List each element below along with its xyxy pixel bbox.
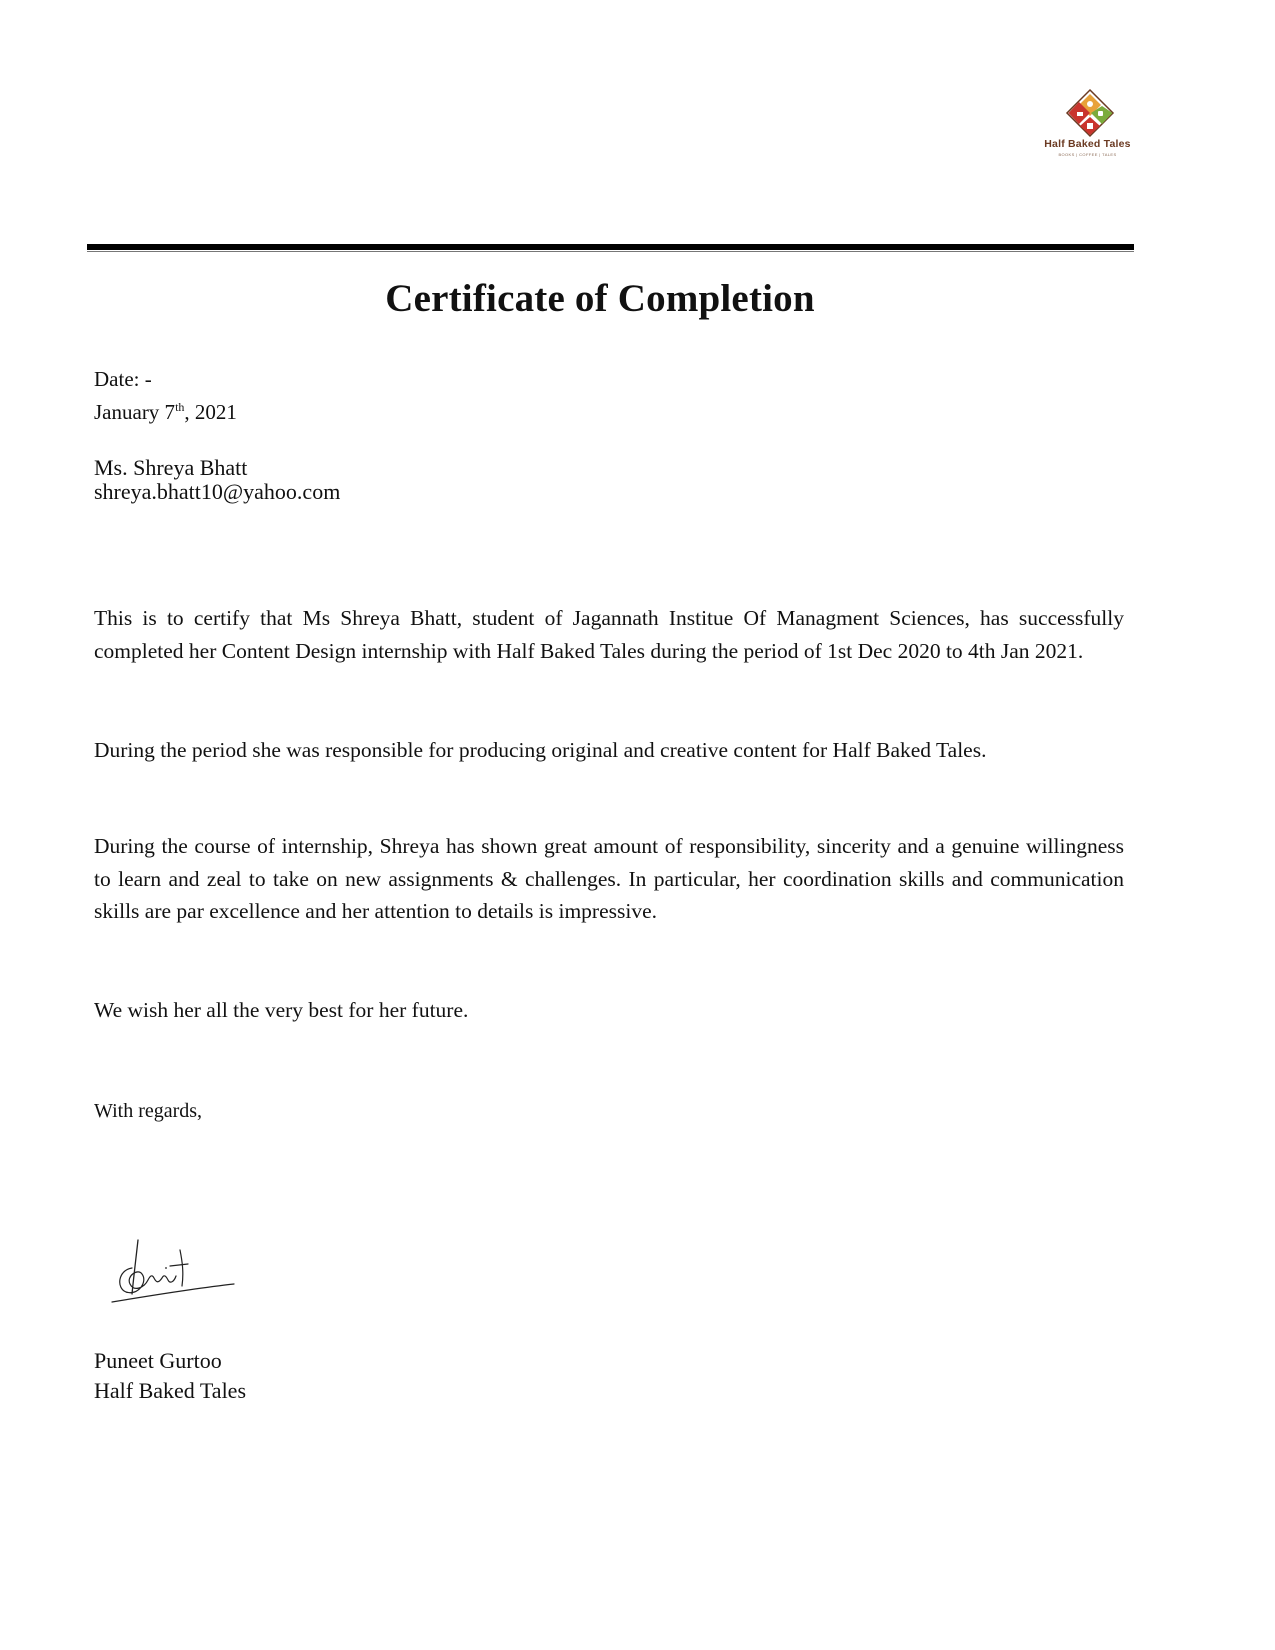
date-month-day: January 7 — [94, 400, 176, 424]
logo-tagline: BOOKS | COFFEE | TALES — [1058, 152, 1117, 157]
date-year: , 2021 — [184, 400, 237, 424]
logo-name: Half Baked Tales — [1044, 138, 1131, 150]
closing-salutation: With regards, — [94, 1100, 203, 1122]
header-divider-shadow — [87, 251, 1134, 252]
company-logo — [1030, 88, 1145, 168]
handwritten-signature — [108, 1230, 238, 1310]
performance-paragraph: During the course of internship, Shreya has shown great amount of responsibility, sincerity and a genuine willingness to learn and zeal to take on new assignments & challenges. In particular, her coordination skills and communication skills are par excellence and her attention to details is impressive. — [94, 834, 1124, 923]
signer-organization: Half Baked Tales — [94, 1378, 247, 1403]
wishes-paragraph: We wish her all the very best for her future. — [94, 998, 469, 1022]
date-value — [94, 396, 237, 429]
half-baked-tales-logo-icon — [1065, 88, 1115, 138]
date-label: Date: - — [94, 367, 152, 391]
responsibility-paragraph: During the period she was responsible for producing original and creative content for Half Baked Tales. — [94, 738, 987, 762]
signer-name: Puneet Gurtoo — [94, 1348, 222, 1373]
recipient-name: Ms. Shreya Bhatt — [94, 455, 248, 480]
certificate-title: Certificate of Completion — [385, 277, 815, 320]
recipient-email: shreya.bhatt10@yahoo.com — [94, 479, 341, 504]
certification-paragraph: This is to certify that Ms Shreya Bhatt, student of Jagannath Institue Of Managment Sciences, has successfully completed her Content Design internship with Half Baked Tales during the period of 1st Dec 2020 to 4th Jan 2021. — [94, 606, 1124, 663]
date-ordinal-suffix: th — [175, 400, 185, 414]
header-divider — [87, 244, 1134, 250]
